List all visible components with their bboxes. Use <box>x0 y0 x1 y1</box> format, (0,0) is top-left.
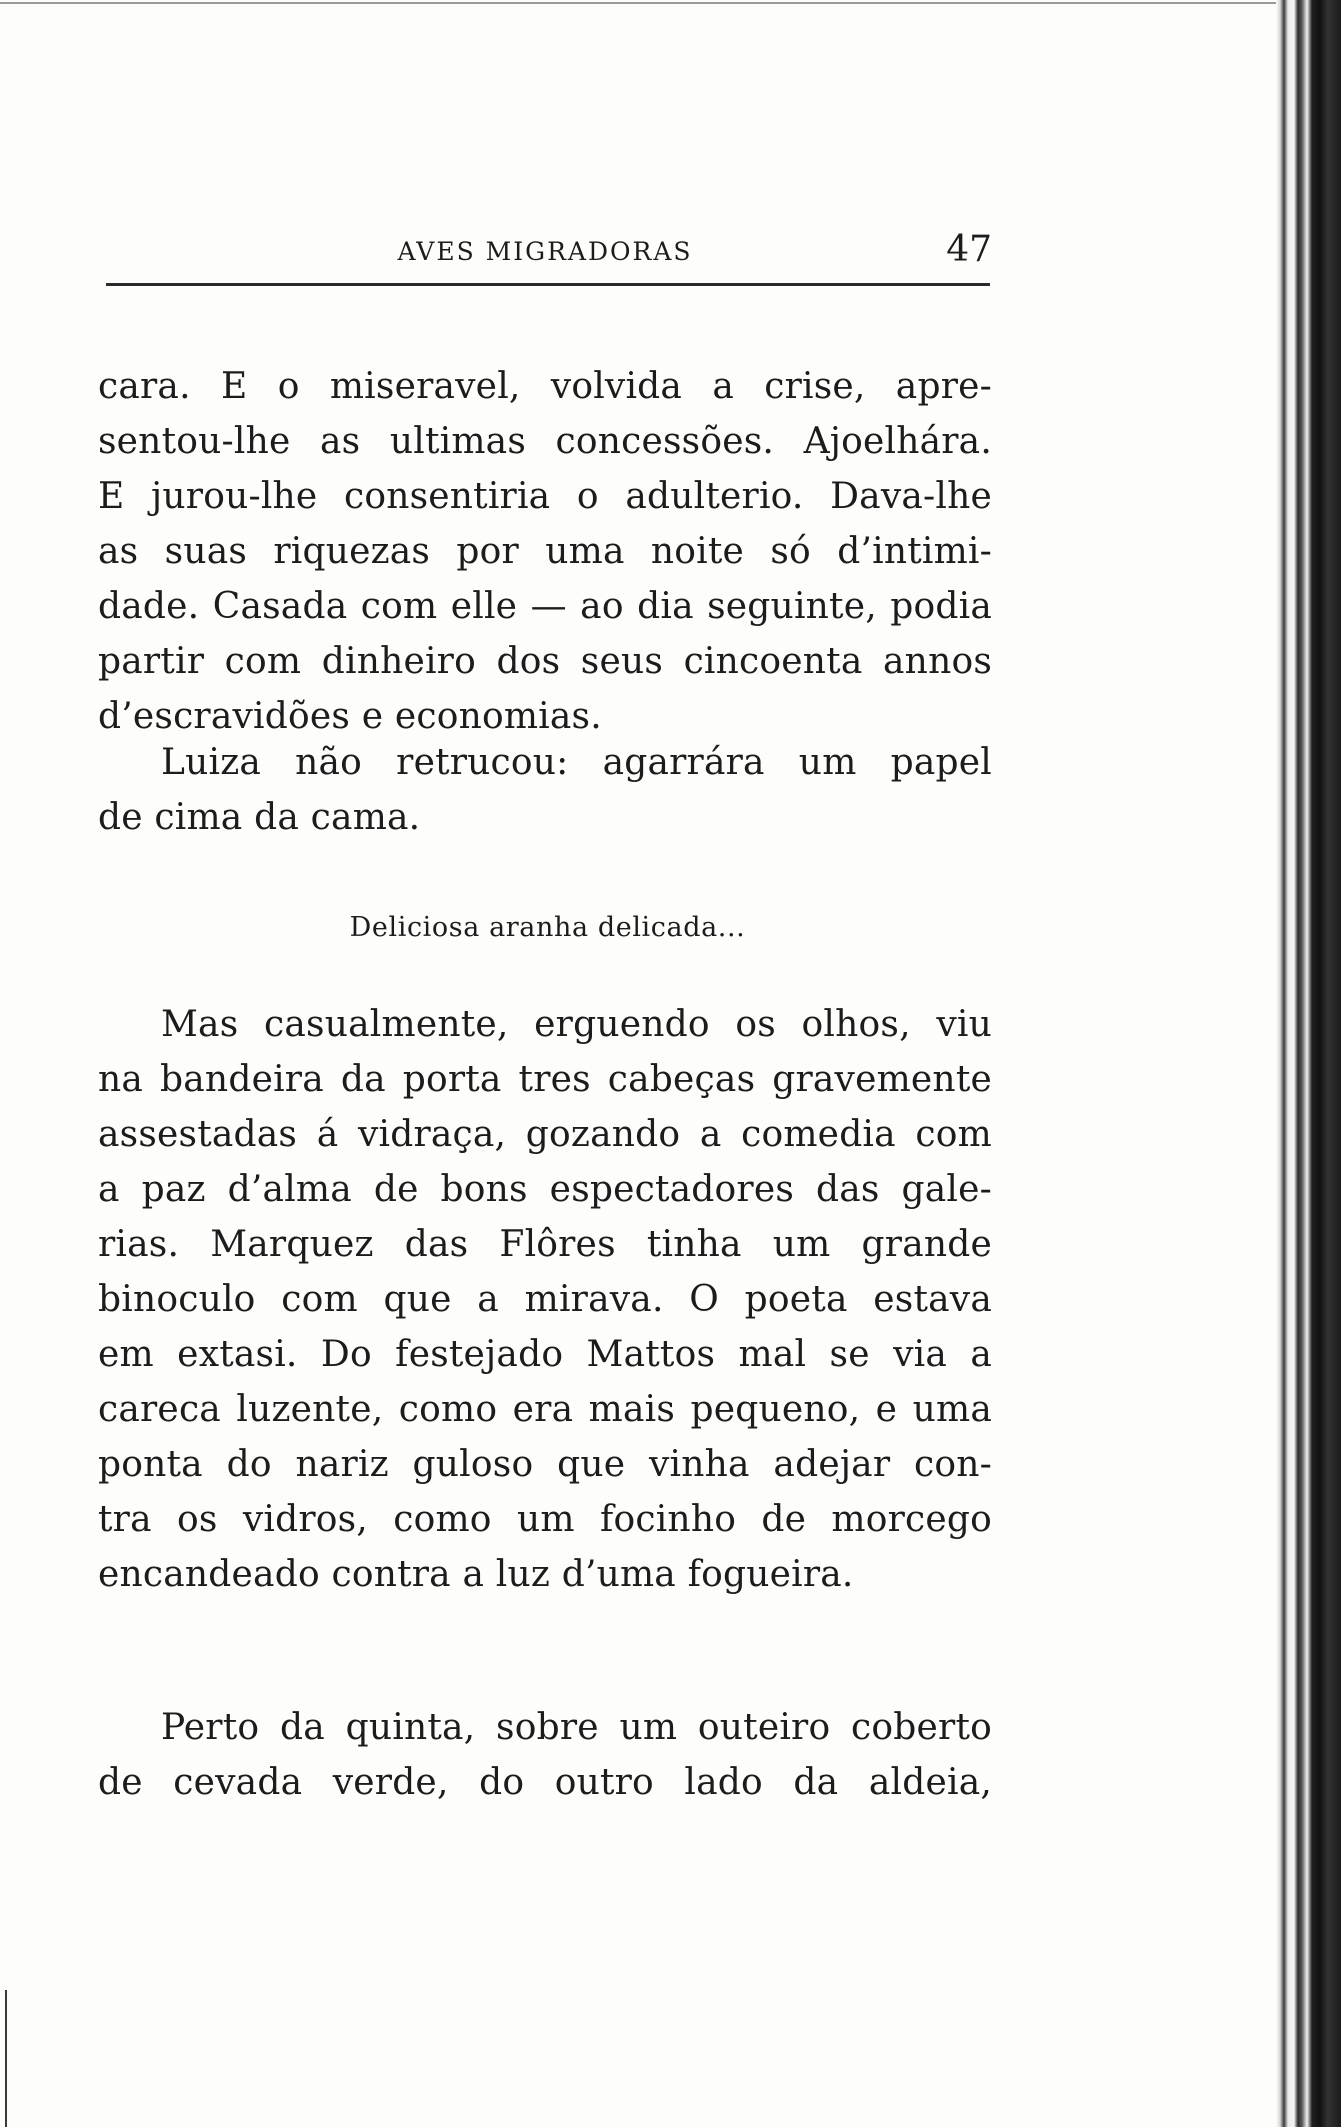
text-line: Mas casualmente, erguendo os olhos, viu <box>161 1004 992 1045</box>
text-line: a paz d’alma de bons espectadores das gale- <box>98 1169 992 1210</box>
text-line: rias. Marquez das Flôres tinha um grande <box>98 1224 992 1265</box>
text-line: ponta do nariz guloso que vinha adejar con- <box>98 1444 992 1485</box>
verse-quote: Deliciosa aranha delicada... <box>349 912 746 943</box>
page-number: 47 <box>946 229 992 270</box>
text-line: sentou-lhe as ultimas concessões. Ajoelhára. <box>98 421 992 462</box>
scan-top-edge <box>0 2 1341 4</box>
text-line: binoculo com que a mirava. O poeta estava <box>98 1279 992 1320</box>
text-line: as suas riquezas por uma noite só d’intimi- <box>98 531 992 572</box>
text-line: partir com dinheiro dos seus cincoenta annos <box>98 641 992 682</box>
text-line: careca luzente, como era mais pequeno, e uma <box>98 1389 992 1430</box>
paragraph-3 <box>98 997 992 1602</box>
text-line: de cima da cama. <box>98 797 421 838</box>
text-line: E jurou-lhe consentiria o adulterio. Dava-lhe <box>98 476 992 517</box>
text-line: na bandeira da porta tres cabeças gravemente <box>98 1059 992 1100</box>
book-binding-edge <box>1276 0 1341 2127</box>
text-line: cara. E o miseravel, volvida a crise, apre- <box>98 366 992 407</box>
header-rule <box>106 283 990 286</box>
paragraph-1 <box>98 359 992 744</box>
running-title: AVES MIGRADORAS <box>397 237 693 266</box>
text-line: de cevada verde, do outro lado da aldeia, <box>98 1762 992 1803</box>
text-line: Luiza não retrucou: agarrára um papel <box>161 742 992 783</box>
text-line: dade. Casada com elle — ao dia seguinte, podia <box>98 586 992 627</box>
text-line: assestadas á vidraça, gozando a comedia com <box>98 1114 992 1155</box>
running-header <box>98 229 992 282</box>
paragraph-4 <box>98 1700 992 1810</box>
text-line: encandeado contra a luz d’uma fogueira. <box>98 1554 854 1595</box>
paragraph-2 <box>98 735 992 845</box>
text-line: Perto da quinta, sobre um outeiro coberto <box>161 1707 992 1748</box>
text-line: d’escravidões e economias. <box>98 696 602 737</box>
text-line: tra os vidros, como um focinho de morcego <box>98 1499 992 1540</box>
text-line: em extasi. Do festejado Mattos mal se via a <box>98 1334 992 1375</box>
scan-left-edge <box>5 1990 7 2127</box>
